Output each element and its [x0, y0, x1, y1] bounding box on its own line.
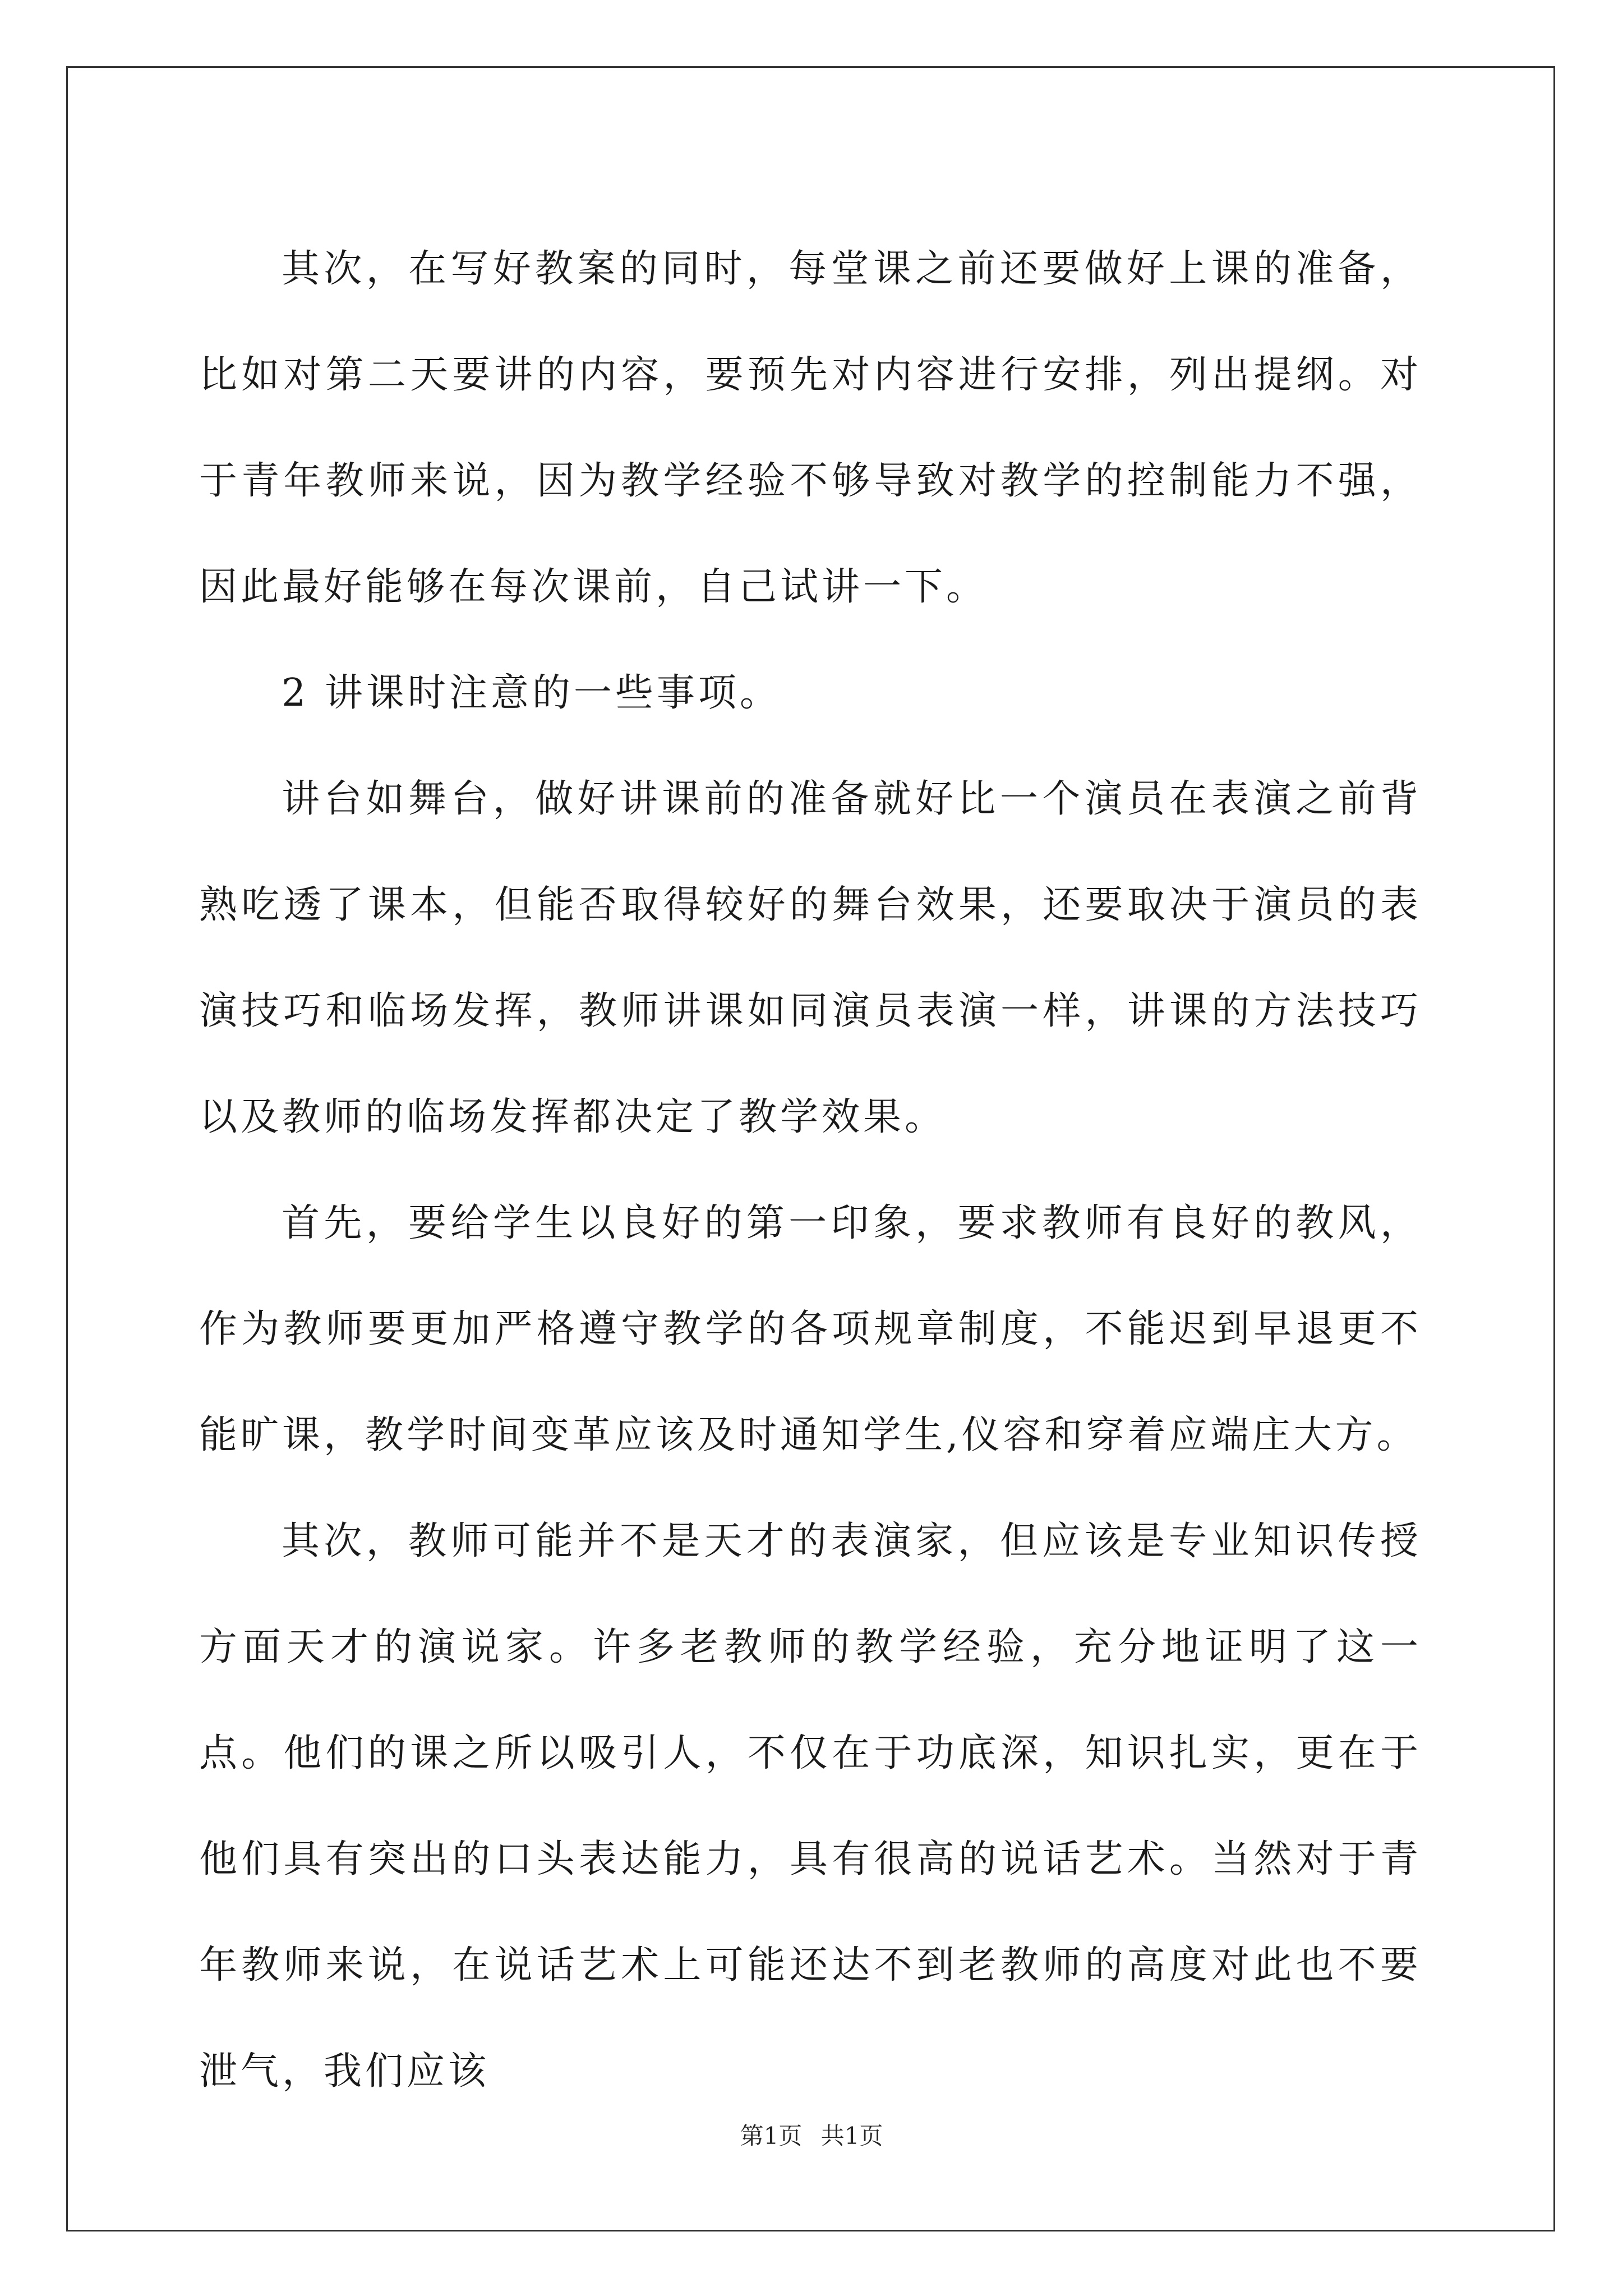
total-page-count: 共1页 [820, 2122, 883, 2150]
page-footer [0, 2118, 1623, 2151]
current-page-number: 第1页 [740, 2122, 803, 2150]
document-body [199, 216, 1422, 2124]
paragraph-1: 其次，在写好教案的同时，每堂课之前还要做好上课的准备，比如对第二天要讲的内容，要预先对内容进行安排，列出提纲。对于青年教师来说，因为教学经验不够导致对教学的控制能力不强，因此最好能够在每次课前，自己试讲一下。 [199, 247, 1422, 609]
paragraph-5: 其次，教师可能并不是天才的表演家，但应该是专业知识传授方面天才的演说家。许多老教师的教学经验，充分地证明了这一点。他们的课之所以吸引人，不仅在于功底深，知识扎实，更在于他们具有突出的口头表达能力，具有很高的说话艺术。当然对于青年教师来说，在说话艺术上可能还达不到老教师的高度对此也不要泄气，我们应该 [199, 1519, 1422, 2093]
paragraph-2: 2 讲课时注意的一些事项。 [282, 671, 781, 715]
paragraph-4: 首先，要给学生以良好的第一印象，要求教师有良好的教风，作为教师要更加严格遵守教学的各项规章制度，不能迟到早退更不能旷课，教学时间变革应该及时通知学生,仪容和穿着应端庄大方。 [199, 1201, 1422, 1457]
paragraph-3: 讲台如舞台，做好讲课前的准备就好比一个演员在表演之前背熟吃透了课本，但能否取得较好的舞台效果，还要取决于演员的表演技巧和临场发挥，教师讲课如同演员表演一样，讲课的方法技巧以及教师的临场发挥都决定了教学效果。 [199, 777, 1422, 1139]
